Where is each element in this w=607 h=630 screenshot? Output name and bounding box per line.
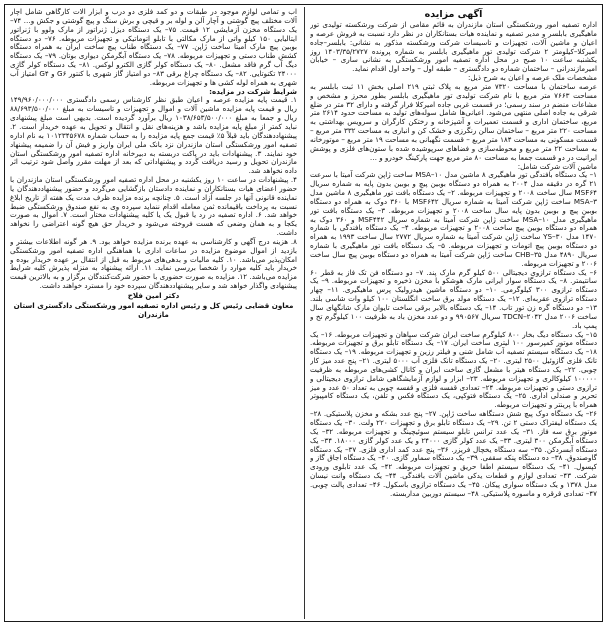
notice-paragraph: عرصه ساختمان با مساحت ۷۳۲۰ متر مربع به پلاک ثبتی ۲۱۹ اصلی بخش ۱۱ ثبت بابلسر به مساحت ۷۶۶۳ متر مربع با نام شرکت تولیدی تور ماهیگیری بابلسر بطور محرز و مشخص و مشاعات منضم در سند رسمی؛ در قسمت غربی جاده امیرکلا فرار گرفته و دارای ۳۲ متر در ضلع شرقی به جاده اصلی منتهی می‌شود. اعیانی‌ها شامل سوله‌های تولید به مساحت حدود ۲۶۱۴ متر مربع، ساختمان اداری و قسمت تعمیرات و آشپزخانه و رختکن کارگران و سرویس بهداشتی به مساحت ۲۲۰ متر مربع – ساختمان سالن رنگرزی و خشک کن و انباری به مساحت ۳۳۲ متر مربع – قسمت مسکونی به مساحت ۱۸۴ متر مربع – قسمت نگهبانی به مساحت ۱۹ متر مربع – موتورخانه به مساحت ۲۲ متر مربع و محوطه‌سازی و فضاهای سرپوشیده شده با ستون‌های فلزی و پوشش ایرانیت در دو قسمت جمعا به مساحت ۸۰ متر مربع جهت پارکینگ خودرو و … (310, 81, 597, 162)
notice-paragraph: ۶– یک دستگاه ترازوی دیجیتالی ۵۰۰ کیلو گرم مارک پند. ۷– دو دستگاه فن تک فاز به قطر ۶۰ سانتیمتر. ۸– یک دستگاه سوار ایرانی مارک هوشکو با مخزن ذخیره و تجهیزات مربوطه. ۹– یک دستگاه ترازوی ۳۰۰ کیلوگرمی. ۱۰– دو دستگاه ماشین هیدرولیک پرس ماهیگیری. ۱۱– چهار دستگاه ترازوی عقربه‌ای. ۱۲– یک دستگاه مولد برق ساخت انگلستان ۱۰۰ کیلو وات شاسی بلند. ۱۳– دو دستگاه گره زن تور تاب. ۱۴– یک دستگاه بالابر برقی ساخت تایوان مارک شانگهای سال ساخت ۲۰۰۶ مدل TDCN–۲۰۴۲ سریال ۹۹۰۵۶۷ و دو عدد مخزن باد به ظرفیت ۱۰۰ کیلوگرم تخ و پمپ باد. (310, 267, 597, 330)
conditions-heading: شرایط شرکت در مزایده: (209, 86, 297, 96)
signature-block (10, 291, 297, 320)
signature-name: دکتر امین فلاح (127, 291, 180, 300)
notice-paragraph: آب و تمامی لوازم موجود در طبقات و دو کمد فلزی دو درب و ابزار آلات کارگاهی شامل آچار آلات مختلف پیچ گوشتی و آچار آلن و لوله بر و قیچی و برش سنگ و پیچ گوشتی و جکش و… ۷۴– یک دستگاه مخزن آزمایشی ۱۲ قیمت. ۷۵– یک دستگاه دیزل ژنراتور از مارک ولوو با ژنراتور ایتالیایی ۱۵۰ کیلو واتی از مارک مکالتی با تابلو اتوماتیکی و تجهیزات مربوطه. ۷۶– دو دستگاه بوبین پیچ مارک آمیتا ساخت ژاپن. ۷۷– یک دستگاه طناب پیچ ساخت ایران به همراه دستگاه کشش طناب دستی و تجهیزات مربوطه. ۷۸– یک دستگاه آبگرمکن دیواری بوتان. ۷۹– یک دستگاه دیگ آب گرم فاقد مشعل. ۸۰– یک دستگاه کولر گازی الکترو لوکس. ۸۱– یک دستگاه کولر گازی ۲۴۰۰۰ تکنوتایی. ۸۲– یک دستگاه چراغ برقی ۸۳– دو امتیاز گاز شهری با کنتور G۶ و G۴ امتیاز آب شهری به همراه لوله کشی ها و تجهیزات مربوطه. (10, 8, 297, 87)
notice-page (4, 4, 603, 622)
notice-paragraph: ۸. هزینه درج آگهی و کارشناسی به عهده برنده مزایده خواهد بود. ۹. هر گونه اطلاعات بیشتر و بازدید از اموال موضوع مزایده در ساعات اداری با هماهنگی اداره تصفیه امور ورشکستگی امکان‌پذیر می‌باشد. ۱۰. کلیه مالیات و بدهی‌های مربوط به قبل از انتقال بر عهده خریدار بوده و خریدار باید کلیه موارد را شخصا بررسی نماید. ۱۱. ارائه پیشنهاد به منزله پذیرش کلیه شرایط مزایده می‌باشد. ۱۲. مزایده به صورت حضوری با حضور شرکت‌کنندگان برگزار و به بالاترین قیمت پیشنهادی واگذار خواهد شد و سایر پیشنهاددهندگان سپرده خود را مسترد خواهند داشت. (10, 236, 297, 291)
column-divider (304, 7, 305, 619)
notice-subheading: مشخصات ملک عرصه و اعیان به شرح ذیل: (467, 73, 597, 83)
notice-paragraph: ۱۵– یک دستگاه دیگ بخار ۸۰۰ کیلوگرم ساخت ایران شرکت سپاهان و تجهیزات مربوطه. ۱۶– یک دستگاه موتور کمپرسور ۱۰۰ لیتری ساخت ایران. ۱۷– یک دستگاه تابلو برق و تجهیزات مربوطه. ۱۸– یک دستگاه سیستم تصفیه آب شامل شنی و فیلتر رزین و تجهیزات مربوطه. ۱۹– یک دستگاه تانک فلزی گازوئیل ۲۵۰۰ لیتری. ۲۰– یک دستگاه تانک فلزی آب ۵۰۰۰ لیتری. ۲۱– پنج عدد میز کار چوبی. ۲۲– یک دستگاه هیتر با مشعل گازی ساخت ایران و کانال کشی‌های مربوطه به ظرفیت ۱۰۰۰۰۰ کیلوکالری و تجهیزات مربوطه. ۲۳– ابزار و لوازم آزمایشگاهی شامل ترازوی دیجیتالی و ترازوی دستی و تجهیزات مربوطه. ۲۴– تعدادی قفسه فلزی و قفسه چوبی به تعداد ۵۰ عدد و میز تحریر و صندلی اداری. ۲۵– یک دستگاه فتوکپی، یک دستگاه فکس و تلفن، یک دستگاه کامپیوتر همراه با پرینتر و تجهیزات مربوطه. (310, 329, 597, 410)
notice-paragraph: ۴. پیشنهادات در ساعت ۱۰ روز یکشنبه در محل اداره تصفیه امور ورشکستگی استان مازندران با حضور اعضای هیات بستانکاران و نماینده دادستان بازگشایی می‌گردد و حضور پیشنهاددهندگان یا نماینده قانونی آنها در جلسه آزاد است. ۵. چنانچه برنده مزایده ظرف مدت یک هفته از تاریخ ابلاغ نسبت به پرداخت باقیمانده ثمن معامله اقدام ننماید سپرده وی به نفع صندوق ورشکستگی ضبط خواهد شد. ۶. اداره تصفیه در رد یا قبول یک یا کلیه پیشنهادات مختار است. ۷. اموال به صورت یکجا و به همان وضعی که هست فروخته می‌شود و خریدار حق هیچ گونه اعتراضی را نخواهد داشت. (10, 175, 297, 238)
signature-title: معاون قضایی رئیس کل و رئیس اداره تصفیه امور ورشکستگی دادگستری استان (13, 300, 294, 310)
notice-title: آگهی مزایده (424, 9, 483, 20)
notice-left-column (10, 8, 297, 619)
notice-paragraph: ۲۶– یک دستگاه دوک پیچ شش دستگاهه ساخت ژاپن. ۲۷– پنج عدد بشکه و مخزن پلاستیکی. ۲۸– یک دستگاه لیفتراک دستی ۲ تن. ۲۹– یک دستگاه تابلو برق و تجهیزات ۲۲۰ ولت. ۳۰– یک دستگاه موتور برق سه فاز. ۳۱– یک عدد ترانس تابلو سیستم سوئیچینگ و تجهیزات مربوطه. ۳۲– یک دستگاه آبگرمکن ۳۰۰ لیتری. ۳۳– یک عدد کولر گازی ۲۴۰۰۰ و یک عدد کولر گازی ۱۸۰۰۰. ۳۴– یک دستگاه آبسردکن. ۳۵– سه دستگاه یخچال فریزر. ۳۶– پنج عدد کمد اداری فلزی. ۳۷– یک دستگاه گاوصندوق. ۳۸– ده دستگاه پنکه سقفی. ۳۹– یک دستگاه سماور گازی. ۴۰– یک دستگاه اجاق گاز و کپسول. ۴۱– یک دستگاه سیستم اطفا حریق و تجهیزات مربوطه. ۴۲– یک عدد تابلوی ورودی شرکت. ۴۳– تعدادی لوازم و قطعات یدکی ماشین آلات بافندگی. ۴۴– یک دستگاه وانت نیسان مدل ۱۳۷۸ و یک دستگاه سواری پیکان. ۴۵– یک دستگاه ترازوی باسکول. ۴۶– تعدادی پالت چوبی. ۴۷– تعدادی قرقره و ماسوره پلاستیکی. ۴۸– سیستم دوربین مداربسته. (310, 409, 597, 498)
signature-province: مازندران (138, 310, 169, 319)
notice-paragraph: اداره تصفیه امور ورشکستگی استان مازندران به قائم مقامی از شرکت ورشکسته تولیدی تور ماهیگیری بابلسر و مدیر تصفیه و نماینده هیات بستانکاران در نظر دارد نسبت به فروش عرصه و اعیان و ماشین آلات، تجهیزات و تاسیسات شرکت ورشکسته مذکور به نشانی: بابلسر–جاده امیرکلا–کیلومتر ۲ شرکت تولیدی تور ماهیگیری بابلسر به شماره پرونده ۱۴۰۳/۳۵/۲۷۲۷ روز یکشنبه ساعت ۱۰ صبح در محل اداره تصفیه امور ورشکستگی به نشانی ساری – خیابان امیرمازندرانی – ساختمان شماره دو دادگستری – طبقه اول – واحد اول اقدام نماید. (310, 20, 597, 74)
notice-subheading: ماشین آلات شرکت شامل: (517, 161, 597, 171)
notice-right-column (310, 8, 597, 619)
notice-paragraph: ۱. قیمت پایه مزایده عرصه و اعیان طبق نظر کارشناس رسمی دادگستری ۱۴۹/۹۶۰/۰۰۰/۰۰۰ ریال و قیمت پایه مزایده ماشین آلات و اموال و تجهیزات و تاسیسات به مبلغ ۸۸/۶۹۳/۵۰۰/۰۰۰ ریال و جمعا به مبلغ ۱۰۳۸/۶۵۳/۵۰۰/۰۰۰ ریال برآورد گردیده است. بدیهی است مبلغ پیشنهادی نباید کمتر از مبلغ پایه مزایده باشد و هزینه‌های نقل و انتقال و تحویل به عهده خریدار است. ۲. پیشنهاددهندگان باید قبلاً ۵٪ قیمت جمع پایه مزایده را به حساب شماره ۱۰۱۲۳۴۵۶۷۸ به نام اداره تصفیه امور ورشکستگی استان مازندران نزد بانک ملی ایران واریز و فیش آن را ضمیمه پیشنهاد خود نمایند. ۳. پیشنهادات باید در پاکت دربسته به دبیرخانه اداره تصفیه امور ورشکستگی استان مازندران تحویل و رسید دریافت گردد و پیشنهاداتی که بعد از مهلت مقرر واصل شود ترتیب اثر داده نخواهد شد. (10, 95, 297, 176)
notice-paragraph: ۱– یک دستگاه بافندگی تور ماهیگیری ۸ ماشین مدل ۱۰–MSA ساخت ژاپن شرکت آمیتا با سرعت ۲۱ گره در دقیقه مدل ۲۰۰۴ به همراه دو دستگاه بوبین پیچ و بوبین بدون پایه به شماره سریال MSF۶۴ سال ساخت ۲۰۰۸ و تجهیزات مربوطه. ۲– یک دستگاه بافت تور ماهیگیری ۸ ماشین مدل MSA–۳ ساخت ژاپن شرکت آمیتا به شماره سریال MSF۶۴۲ با ۳۶۰ دوک به همراه دو دستگاه بوبین پیچ و بوبین بدون پایه سال ساخت ۲۰۰۸ و تجهیزات مربوطه. ۳– یک دستگاه بافت تور ماهیگیری مدل ۱۰–MSA ساخت ژاپن شرکت آمیتا به شماره سریال MSF۴۴۲ و ۳۶۰ دوک به همراه دو دستگاه بوبین پیچ ساخت ۲۰۰۸ و تجهیزات مربوطه. ۴– یک دستگاه بافندگی با شماره ۱۴۷۰ مدل ۳۰–YS ساخت ژاپن شرکت آمیتا به شماره سریال ۲۷۷۲ سال ساخت ۱۹۹۳ به همراه دو دستگاه بوبین پیچ اتومات و تجهیزات مربوطه. ۵– یک دستگاه بافت تور ماهیگیری با شماره سریال ۴۸۹۰ مدل CHB–۳۵ ساخت ژاپن شرکت آمیتا به همراه دو دستگاه بوبین پیچ سال ساخت ۲۰۰۶ و تجهیزات مربوطه. (310, 170, 597, 268)
